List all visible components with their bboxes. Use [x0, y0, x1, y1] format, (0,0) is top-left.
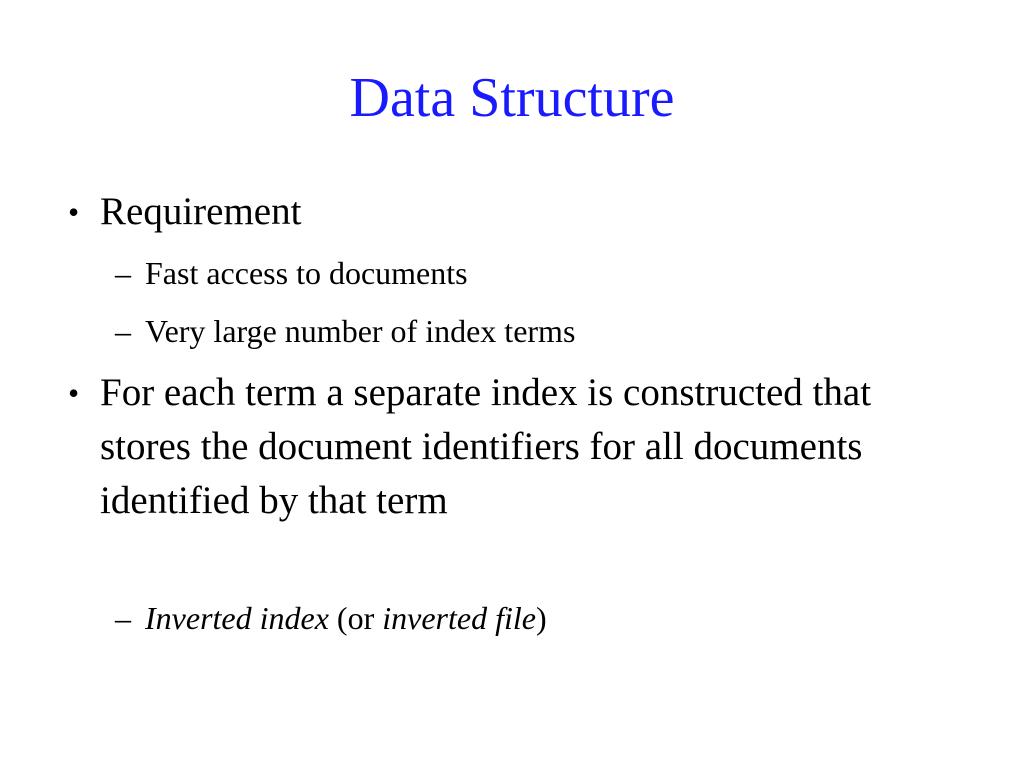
paren-open-text: (or [328, 600, 383, 636]
term-inverted-index: Inverted index [145, 600, 329, 636]
subitem-index-terms [115, 310, 965, 352]
subitem-text: Very large number of index terms [145, 313, 576, 349]
slide-title: Data Structure [349, 67, 675, 129]
dash-icon: – [115, 600, 131, 636]
bullet-item-requirement [68, 185, 970, 239]
term-inverted-file: inverted file [382, 600, 536, 636]
subitem-inverted-index [115, 597, 965, 639]
bullet-text: Requirement [100, 190, 302, 233]
dash-icon: – [115, 255, 131, 291]
subitem-text: Fast access to documents [145, 255, 468, 291]
bullet-icon: • [68, 194, 80, 230]
subitem-fast-access [115, 252, 965, 294]
dash-icon: – [115, 313, 131, 349]
bullet-icon: • [68, 375, 80, 411]
bullet-text: For each term a separate index is constructed that stores the document identifiers for all documents identified by that term [100, 371, 872, 522]
paren-close-text: ) [535, 600, 547, 636]
bullet-item-separate-index [68, 366, 970, 528]
